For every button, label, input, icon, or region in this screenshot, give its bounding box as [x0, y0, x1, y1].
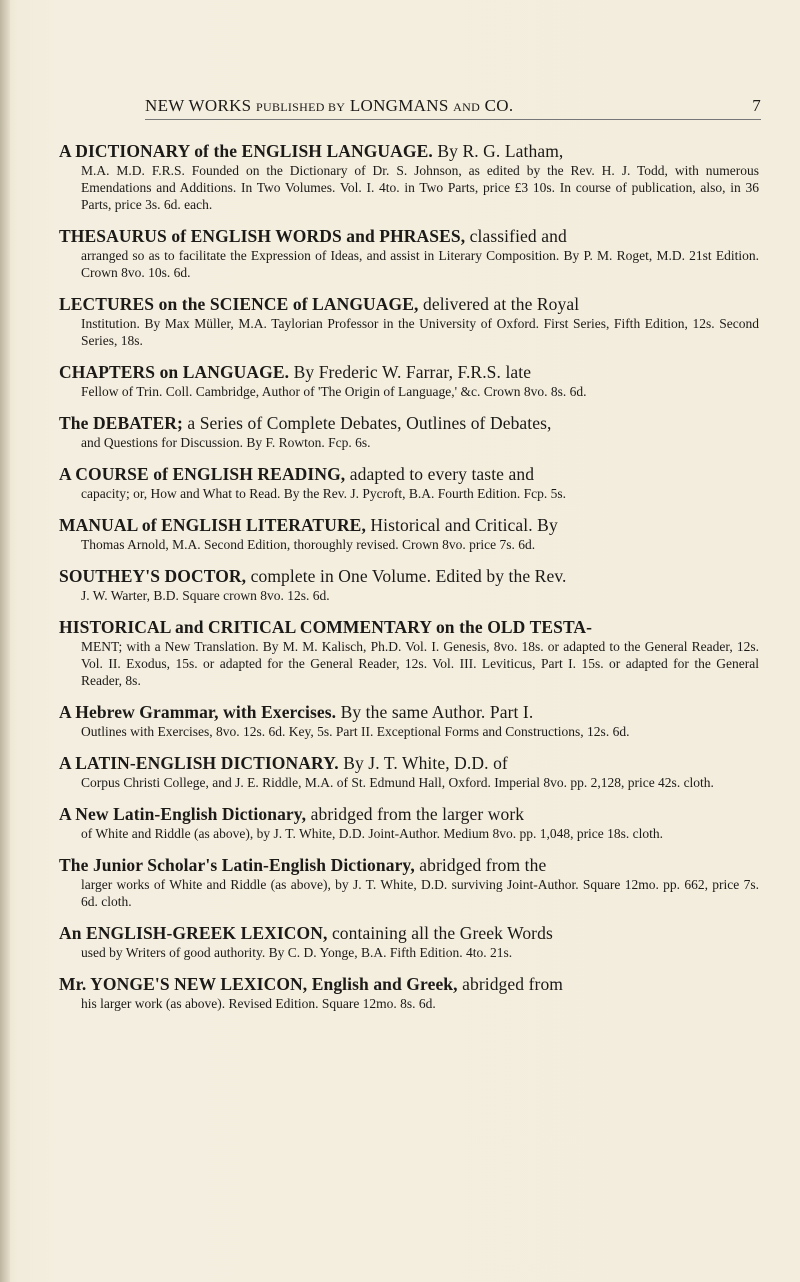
entry-title-rest: By J. T. White, D.D. of	[338, 753, 508, 773]
entry-heading	[59, 140, 759, 162]
list-item	[59, 412, 759, 451]
entry-body: Fellow of Trin. Coll. Cambridge, Author of 'The Origin of Language,' &c. Crown 8vo. 8s. 6d.	[81, 384, 587, 399]
running-title	[145, 96, 513, 116]
entry-body: M.A. M.D. F.R.S. Founded on the Dictionary of Dr. S. Johnson, as edited by the Rev. H. J. Todd, with numerous Emendations and Additions. In Two Volumes. Vol. I. 4to. in Two Parts, price £3 10s. In course of publication, also, in 36 Parts, price 3s. 6d. each.	[81, 163, 759, 212]
entry-heading	[59, 412, 759, 434]
entry-title-rest: By the same Author. Part I.	[336, 702, 534, 722]
entry-title: The Junior Scholar's Latin-English Dictionary,	[59, 855, 415, 875]
advertisement-list	[59, 140, 759, 1024]
entry-title-rest: abridged from the larger work	[306, 804, 525, 824]
list-item	[59, 463, 759, 502]
entry-heading	[59, 565, 759, 587]
list-item	[59, 565, 759, 604]
entry-title-rest: a Series of Complete Debates, Outlines of Debates,	[182, 413, 552, 433]
entry-title: The DEBATER;	[59, 413, 183, 433]
entry-heading	[59, 293, 759, 315]
entry-body: Outlines with Exercises, 8vo. 12s. 6d. Key, 5s. Part II. Exceptional Forms and Constructions, 12s. 6d.	[81, 724, 630, 739]
running-header	[145, 96, 761, 120]
list-item	[59, 514, 759, 553]
entry-body: MENT; with a New Translation. By M. M. Kalisch, Ph.D. Vol. I. Genesis, 8vo. 18s. or adapted to the General Reader, 12s. Vol. II. Exodus, 15s. or adapted for the General Reader, 12s. Vol. III. Leviticus, Part I. 15s. or adapted for the General Reader, 8s.	[81, 639, 759, 688]
entry-body: used by Writers of good authority. By C. D. Yonge, B.A. Fifth Edition. 4to. 21s.	[81, 945, 513, 960]
entry-heading	[59, 225, 759, 247]
entry-title: HISTORICAL and CRITICAL COMMENTARY on the OLD TESTA-	[59, 617, 593, 637]
running-title-part5: CO.	[484, 96, 514, 115]
entry-heading	[59, 616, 759, 638]
entry-title: CHAPTERS on LANGUAGE.	[59, 362, 290, 382]
list-item	[59, 225, 759, 281]
header-rule	[145, 119, 761, 120]
entry-heading	[59, 854, 759, 876]
entry-title-rest: delivered at the Royal	[418, 294, 580, 314]
entry-title-rest: By R. G. Latham,	[432, 141, 564, 161]
entry-body: Institution. By Max Müller, M.A. Taylorian Professor in the University of Oxford. First Series, Fifth Edition, 12s. Second Series, 18s.	[81, 316, 759, 348]
entry-body: larger works of White and Riddle (as above), by J. T. White, D.D. surviving Joint-Author. Square 12mo. pp. 662, price 7s. 6d. cloth.	[81, 877, 759, 909]
list-item	[59, 701, 759, 740]
entry-title-rest: abridged from the	[414, 855, 547, 875]
running-title-part2: PUBLISHED BY	[256, 100, 346, 114]
entry-body: and Questions for Discussion. By F. Rowton. Fcp. 6s.	[81, 435, 371, 450]
entry-title-rest: containing all the Greek Words	[327, 923, 553, 943]
entry-title: A Hebrew Grammar, with Exercises.	[59, 702, 337, 722]
entry-title: A DICTIONARY of the ENGLISH LANGUAGE.	[59, 141, 433, 161]
entry-body: of White and Riddle (as above), by J. T. White, D.D. Joint-Author. Medium 8vo. pp. 1,048, price 18s. cloth.	[81, 826, 664, 841]
entry-body: Corpus Christi College, and J. E. Riddle, M.A. of St. Edmund Hall, Oxford. Imperial 8vo. pp. 2,128, price 42s. cloth.	[81, 775, 714, 790]
entry-title: LECTURES on the SCIENCE of LANGUAGE,	[59, 294, 419, 314]
entry-heading	[59, 514, 759, 536]
entry-title: A New Latin-English Dictionary,	[59, 804, 307, 824]
page-spine-shadow	[0, 0, 10, 1282]
list-item	[59, 752, 759, 791]
list-item	[59, 140, 759, 213]
entry-title-rest: abridged from	[457, 974, 564, 994]
entry-title-rest: classified and	[465, 226, 567, 246]
entry-title-rest: By Frederic W. Farrar, F.R.S. late	[289, 362, 532, 382]
entry-title: A LATIN-ENGLISH DICTIONARY.	[59, 753, 339, 773]
entry-heading	[59, 803, 759, 825]
running-title-part1: NEW WORKS	[145, 96, 252, 115]
entry-title: An ENGLISH-GREEK LEXICON,	[59, 923, 328, 943]
entry-title: SOUTHEY'S DOCTOR,	[59, 566, 247, 586]
list-item	[59, 803, 759, 842]
entry-title-rest: adapted to every taste and	[345, 464, 535, 484]
entry-body: arranged so as to facilitate the Expression of Ideas, and assist in Literary Composition. By P. M. Roget, M.D. 21st Edition. Crown 8vo. 10s. 6d.	[81, 248, 759, 280]
running-title-part3: LONGMANS	[349, 96, 449, 115]
entry-title: Mr. YONGE'S NEW LEXICON, English and Greek,	[59, 974, 458, 994]
entry-body: capacity; or, How and What to Read. By the Rev. J. Pycroft, B.A. Fourth Edition. Fcp. 5s.	[81, 486, 567, 501]
list-item	[59, 922, 759, 961]
entry-heading	[59, 922, 759, 944]
entry-title: A COURSE of ENGLISH READING,	[59, 464, 346, 484]
entry-body: Thomas Arnold, M.A. Second Edition, thoroughly revised. Crown 8vo. price 7s. 6d.	[81, 537, 536, 552]
list-item	[59, 293, 759, 349]
running-title-part4: AND	[453, 100, 481, 114]
entry-title: MANUAL of ENGLISH LITERATURE,	[59, 515, 366, 535]
entry-heading	[59, 463, 759, 485]
entry-heading	[59, 361, 759, 383]
page-number: 7	[752, 96, 761, 115]
entry-heading	[59, 752, 759, 774]
entry-heading	[59, 701, 759, 723]
list-item	[59, 616, 759, 689]
entry-title-rest: Historical and Critical. By	[365, 515, 558, 535]
list-item	[59, 361, 759, 400]
entry-title-rest: complete in One Volume. Edited by the Rev.	[246, 566, 567, 586]
entry-body: his larger work (as above). Revised Edition. Square 12mo. 8s. 6d.	[81, 996, 436, 1011]
entry-heading	[59, 973, 759, 995]
list-item	[59, 854, 759, 910]
entry-title: THESAURUS of ENGLISH WORDS and PHRASES,	[59, 226, 466, 246]
list-item	[59, 973, 759, 1012]
entry-body: J. W. Warter, B.D. Square crown 8vo. 12s. 6d.	[81, 588, 330, 603]
